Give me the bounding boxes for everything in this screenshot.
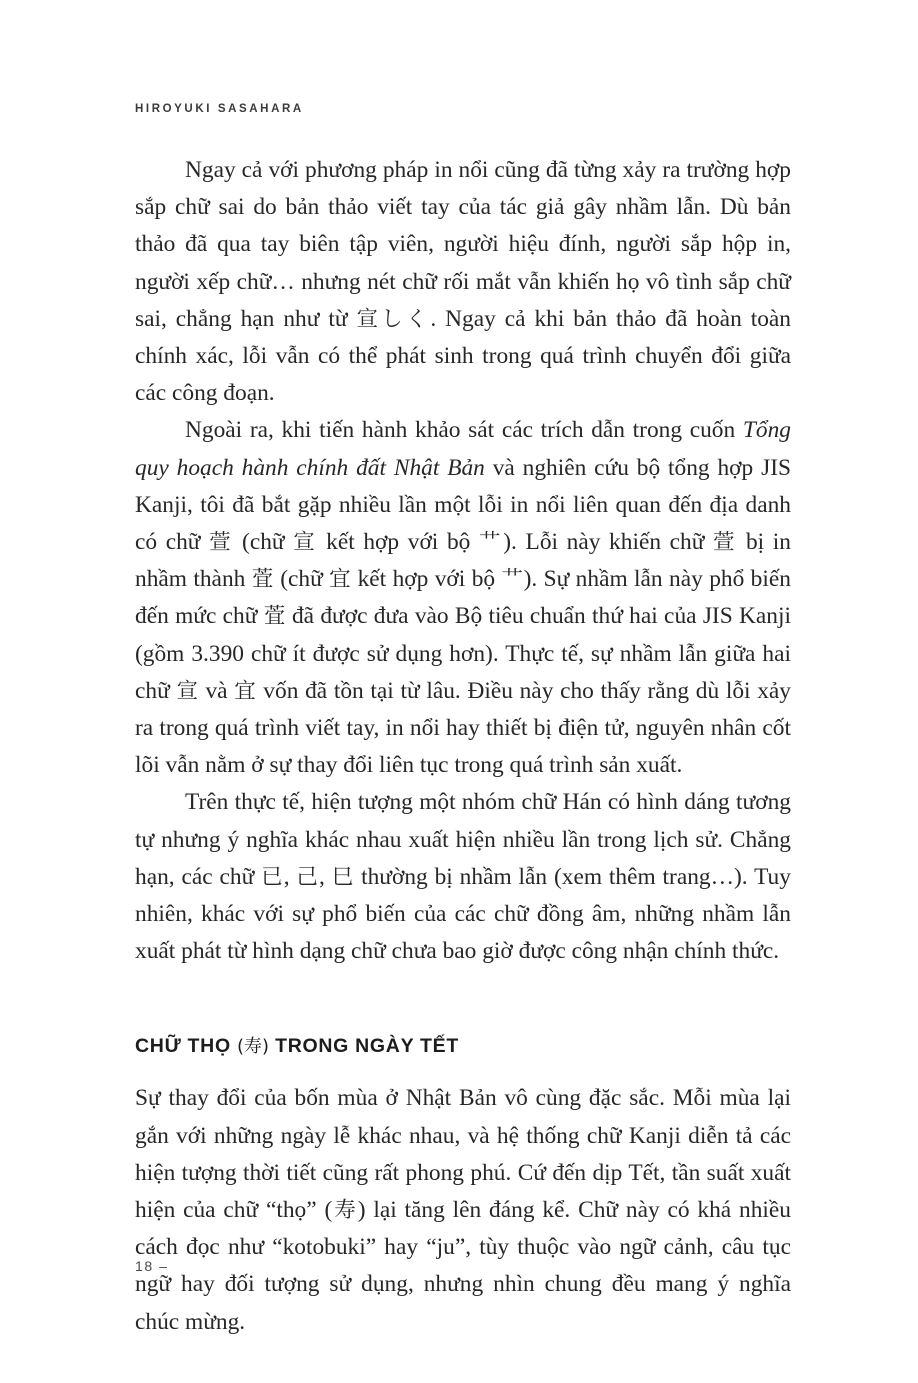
text-run: (chữ: [273, 566, 330, 593]
paragraph-2: [135, 412, 791, 784]
text-run: ,: [283, 863, 297, 890]
text-run: ) lại tăng lên đáng kể. Chữ này có khá nhiều cách đọc như “kotobuki” hay “ju”, tùy thuộc vào ngữ cảnh, câu tục ngữ hay đối tượng sử dụng, nhưng nhìn chung đều mang ý nghĩa chúc mừng.: [135, 1197, 791, 1335]
text-run: đã được đưa vào Bộ tiêu chuẩn thứ hai của JIS Kanji (gồm 3.390 chữ ít được sử dụng hơn). Thực tế, sự nhầm lẫn giữa hai chữ: [135, 603, 791, 704]
text-run: ). Sự nhầm lẫn này phổ biến đến mức chữ: [135, 566, 791, 630]
cjk-glyph: 萱: [713, 530, 738, 556]
text-run: Ngoài ra, khi tiến hành khảo sát các trích dẫn trong cuốn: [185, 417, 743, 444]
text-run: thường bị nhầm lẫn (xem thêm trang…). Tuy nhiên, khác với sự phổ biến của các chữ đồng âm, những nhầm lẫn xuất phát từ hình dạng chữ chưa bao giờ được công nhận chính thức.: [135, 863, 791, 965]
cjk-glyph: 宣: [176, 678, 199, 704]
book-title-italic: Tổng quy hoạch hành chính đất Nhật Bản: [135, 417, 791, 481]
section-heading: [135, 1032, 791, 1058]
text-run: Trên thực tế, hiện tượng một nhóm chữ Hán có hình dáng tương tự nhưng ý nghĩa khác nhau xuất hiện nhiều lần trong lịch sử. Chẳng hạn, các chữ: [135, 789, 791, 890]
text-run: . Ngay cả khi bản thảo đã hoàn toàn chính xác, lỗi vẫn có thể phát sinh trong quá trình chuyển đổi giữa các công đoạn.: [135, 305, 791, 407]
cjk-glyph: 艹: [478, 530, 504, 556]
body-paragraph-group: [135, 152, 791, 970]
cjk-glyph: 宜: [234, 678, 257, 704]
text-run: và: [198, 677, 235, 704]
running-head-author: HIROYUKI SASAHARA: [135, 103, 304, 115]
text-run: ). Lỗi này khiến chữ: [503, 529, 714, 556]
cjk-glyph: 宣しく: [356, 306, 431, 332]
text-run: (chữ: [233, 529, 294, 556]
text-run: vốn đã tồn tại từ lâu. Điều này cho thấy rằng dù lỗi xảy ra trong quá trình viết tay, in nổi hay thiết bị điện tử, nguyên nhân cốt lõi vẫn nằm ở sự thay đổi liên tục trong quá trình sản xuất.: [135, 677, 791, 779]
page-number-folio: 18 –: [135, 1258, 169, 1274]
section-heading-prefix: CHỮ THỌ: [135, 1035, 237, 1058]
text-run: kết hợp với bộ: [317, 529, 479, 556]
cjk-glyph: 寿: [332, 1198, 358, 1224]
cjk-glyph: 巳: [331, 864, 355, 890]
section-heading-suffix: TRONG NGÀY TẾT: [269, 1035, 459, 1058]
text-run: và nghiên cứu bộ tổng hợp JIS Kanji, tôi đã bắt gặp nhiều lần một lỗi in nổi liên quan đến địa danh có chữ: [135, 454, 791, 556]
cjk-glyph: 宜: [329, 567, 352, 593]
text-column: [135, 152, 791, 1341]
section-paragraph-1: [135, 1080, 791, 1340]
cjk-glyph: 已: [261, 864, 284, 890]
heading-top-spacer: [135, 970, 791, 1032]
text-run: Ngay cả với phương pháp in nổi cũng đã từng xảy ra trường hợp sắp chữ sai do bản thảo viết tay của tác giả gây nhầm lẫn. Dù bản thảo đã qua tay biên tập viên, người hiệu đính, người sắp hộp in, người xếp chữ… nhưng nét chữ rối mắt vẫn khiến họ vô tình sắp chữ sai, chẳng hạn như từ: [135, 157, 791, 332]
cjk-glyph: 艹: [501, 567, 524, 593]
text-run: bị in nhầm thành: [135, 529, 791, 593]
cjk-glyph: 宣: [293, 530, 318, 556]
cjk-glyph: 萓: [263, 604, 286, 630]
text-run: kết hợp với bộ: [351, 566, 502, 593]
cjk-glyph: 己: [296, 864, 319, 890]
paragraph-3: [135, 784, 791, 970]
section-paragraph-group: [135, 1080, 791, 1340]
text-run: Sự thay đổi của bốn mùa ở Nhật Bản vô cùng đặc sắc. Mỗi mùa lại gắn với những ngày lễ khác nhau, và hệ thống chữ Kanji diễn tả các hiện tượng thời tiết cũng rất phong phú. Cứ đến dịp Tết, tần suất xuất hiện của chữ “thọ” (: [135, 1085, 791, 1224]
section-heading-kanji: (寿): [236, 1036, 269, 1058]
paragraph-1: [135, 152, 791, 412]
cjk-glyph: 萱: [209, 530, 234, 556]
text-run: ,: [318, 863, 332, 890]
heading-bottom-spacer: [135, 1058, 791, 1080]
cjk-glyph: 萓: [251, 567, 274, 593]
